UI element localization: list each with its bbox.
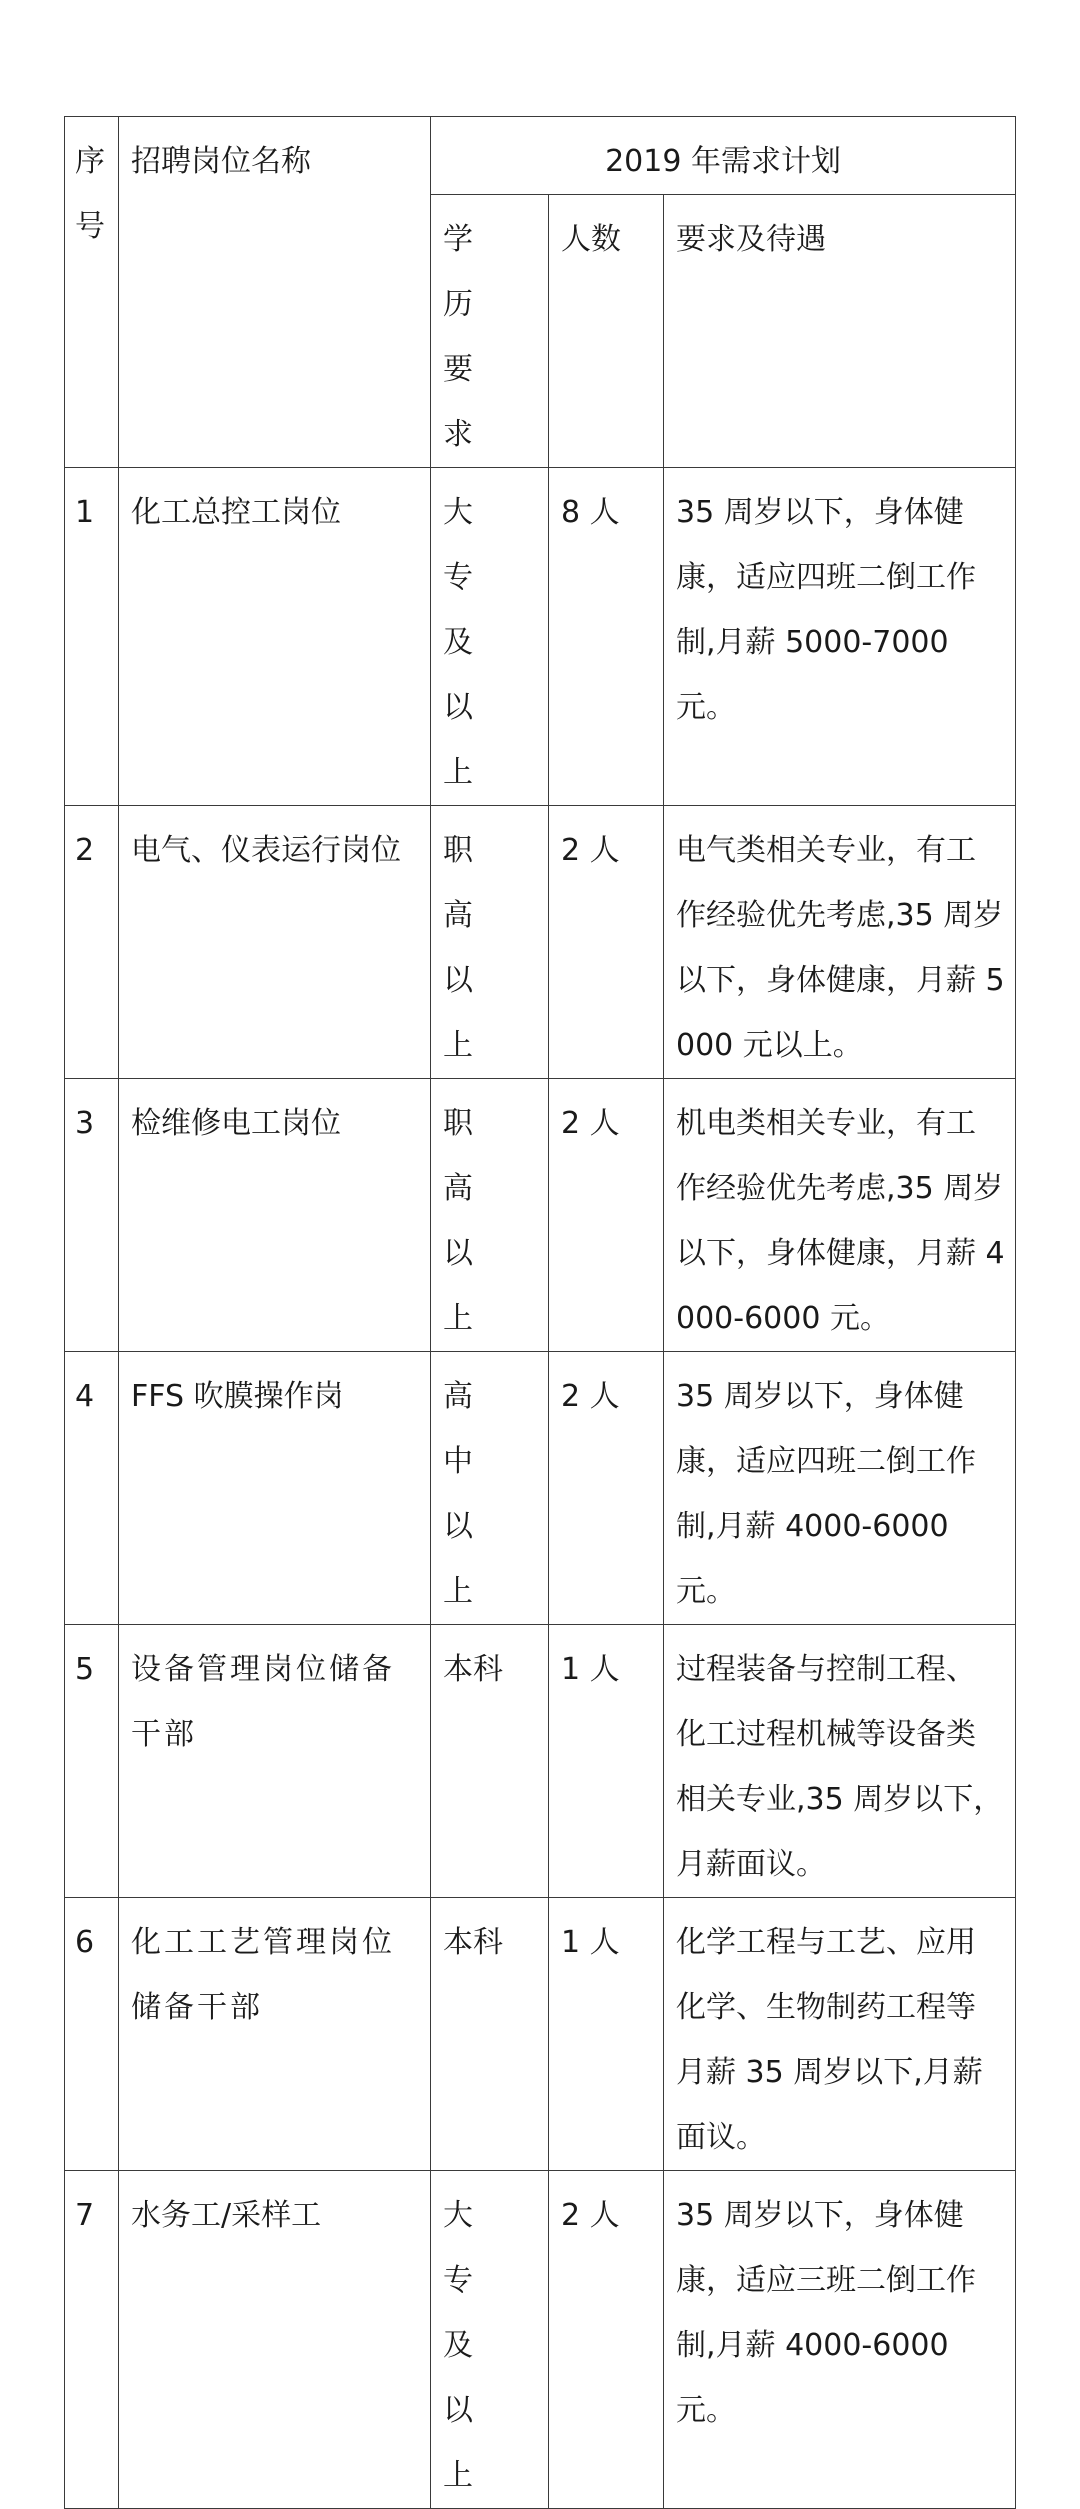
row-count: 2 人 [549,1079,664,1352]
row-education: 大 专及 以上 [431,468,549,806]
row-count: 2 人 [549,2171,664,2509]
table-row [65,1625,1016,1898]
row-position: 化工总控工岗位 [119,468,431,806]
header-count: 人数 [549,195,664,468]
header-plan: 2019 年需求计划 [431,117,1016,195]
row-education: 本科 [431,1625,549,1898]
row-requirements: 机电类相关专业，有工作经验优先考虑,35 周岁以下，身体健康，月薪 4000-6000 元。 [664,1079,1016,1352]
table-row [65,468,1016,806]
row-education: 本科 [431,1898,549,2171]
row-seq: 4 [65,1352,119,1625]
table-row [65,806,1016,1079]
row-requirements: 35 周岁以下，身体健康，适应四班二倒工作制,月薪 4000-6000 元。 [664,1352,1016,1625]
row-seq: 7 [65,2171,119,2509]
header-row-top [65,117,1016,195]
row-count: 2 人 [549,1352,664,1625]
recruitment-table [64,116,1016,2509]
table-row [65,1352,1016,1625]
row-seq: 5 [65,1625,119,1898]
row-education: 职 高以上 [431,806,549,1079]
header-seq: 序号 [65,117,119,468]
row-requirements: 化学工程与工艺、应用化学、生物制药工程等月薪 35 周岁以下,月薪面议。 [664,1898,1016,2171]
table-row [65,1079,1016,1352]
row-position: FFS 吹膜操作岗 [119,1352,431,1625]
row-requirements: 35 周岁以下，身体健康，适应四班二倒工作制,月薪 5000-7000 元。 [664,468,1016,806]
table-row [65,2171,1016,2509]
row-requirements: 过程装备与控制工程、化工过程机械等设备类相关专业,35 周岁以下，月薪面议。 [664,1625,1016,1898]
row-seq: 2 [65,806,119,1079]
row-count: 8 人 [549,468,664,806]
row-education: 大 专及 以上 [431,2171,549,2509]
row-count: 1 人 [549,1625,664,1898]
row-seq: 1 [65,468,119,806]
row-education: 职 高以上 [431,1079,549,1352]
row-count: 1 人 [549,1898,664,2171]
row-education: 高 中以上 [431,1352,549,1625]
table-row [65,1898,1016,2171]
row-position: 电气、仪表运行岗位 [119,806,431,1079]
header-position: 招聘岗位名称 [119,117,431,468]
header-requirements: 要求及待遇 [664,195,1016,468]
row-seq: 6 [65,1898,119,2171]
row-position: 化工工艺管理岗位储备干部 [119,1898,431,2171]
row-position: 水务工/采样工 [119,2171,431,2509]
row-seq: 3 [65,1079,119,1352]
header-education: 学 历要求 [431,195,549,468]
row-requirements: 35 周岁以下，身体健康，适应三班二倒工作制,月薪 4000-6000 元。 [664,2171,1016,2509]
row-requirements: 电气类相关专业，有工作经验优先考虑,35 周岁以下，身体健康，月薪 5000 元以上。 [664,806,1016,1079]
row-position: 检维修电工岗位 [119,1079,431,1352]
row-position: 设备管理岗位储备干部 [119,1625,431,1898]
row-count: 2 人 [549,806,664,1079]
